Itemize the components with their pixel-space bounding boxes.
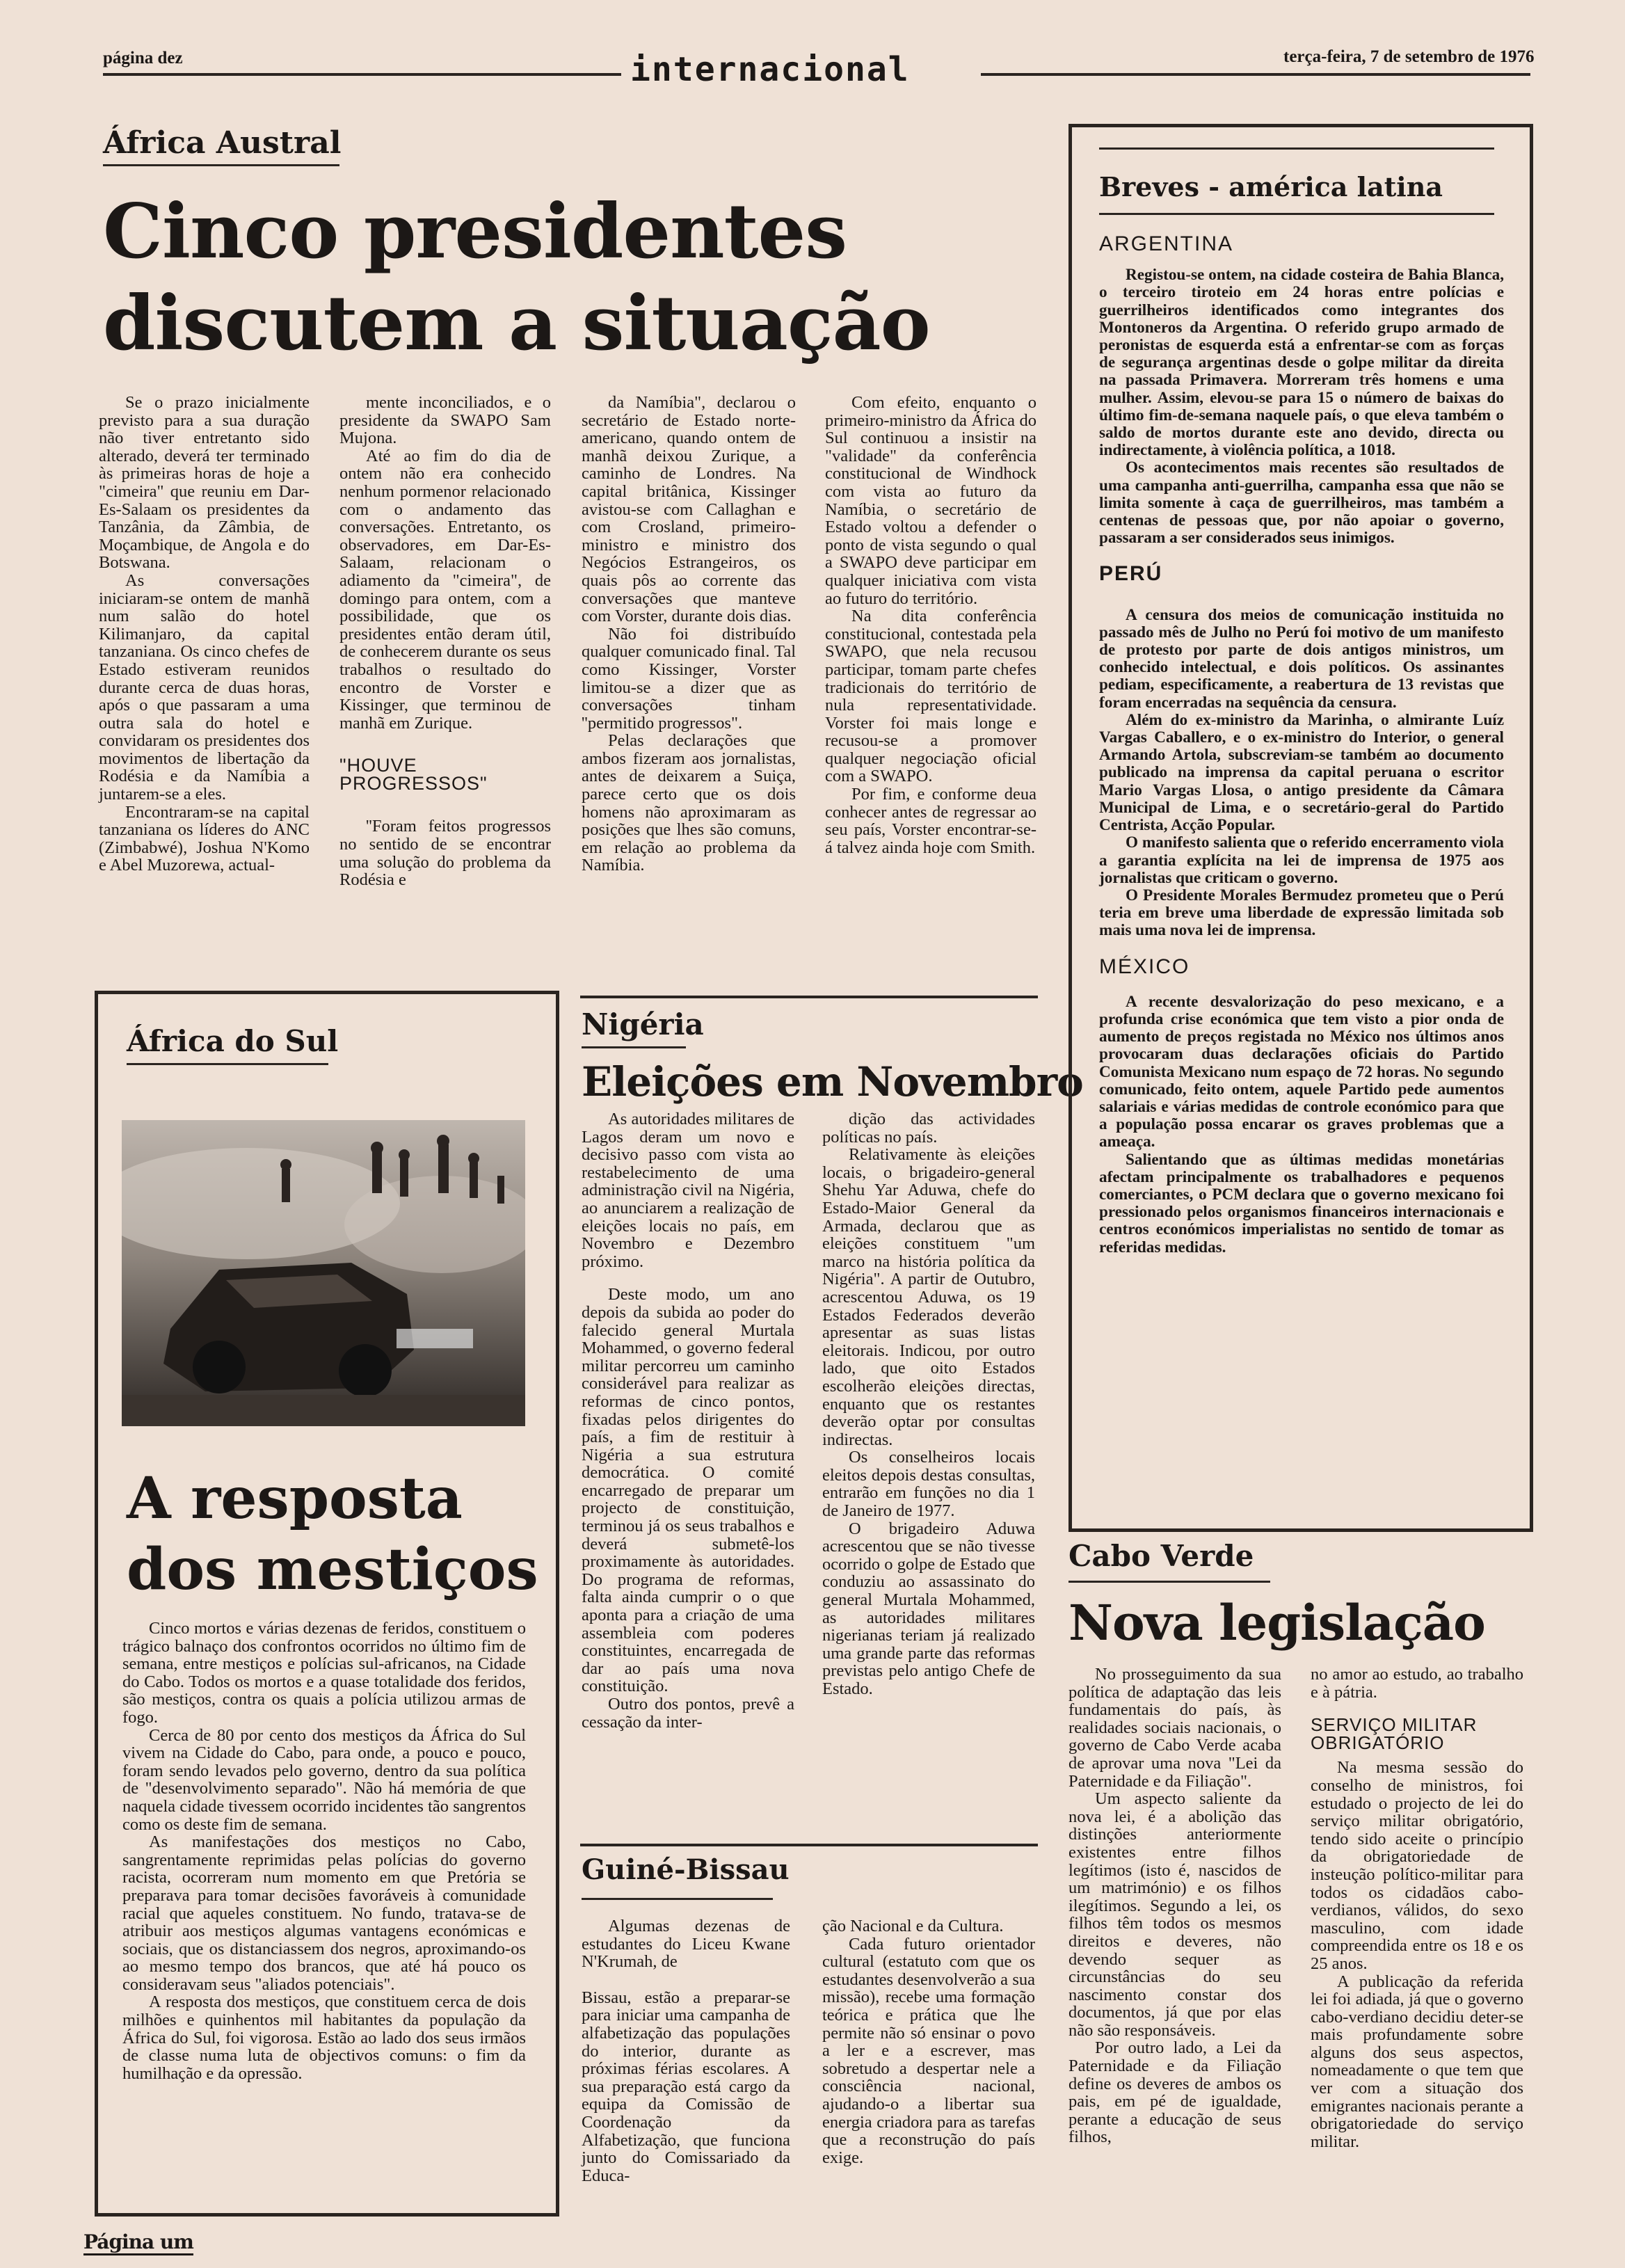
guinea-column-2 xyxy=(822,1917,1035,2166)
paragraph: Algumas dezenas de estudantes do Liceu Kwane N'Krumah, de xyxy=(582,1917,790,1972)
paragraph: A recente desvalorização do peso mexicano, e a profunda crise económica que tem visto a pior onda de aumento de preços registada no México nos últimos anos provocaram duas declarações oficiais do Partido Comunista Mexicano num espaço de 72 horas. No segundo comunicado, feito ontem, aquele Partido pede aumentos salariais e várias medidas de controle económico para que a população possa encarar os graves problemas que a ameaça. xyxy=(1099,992,1504,1151)
paragraph: O manifesto salienta que o referido encerramento viola a garantia explícita na lei de imprensa de 1975 aos jornalistas que criticam o governo. xyxy=(1099,833,1504,887)
paragraph: Na dita conferência constitucional, contestada pela SWAPO, que nela recusou participar, tomam parte chefes tradicionais do território de nula representatividade. Vorster foi mais longe e recusou-se a promover qualquer negociação oficial com a SWAPO. xyxy=(825,607,1036,786)
south-africa-kicker: África do Sul xyxy=(127,1024,339,1058)
paragraph: No prosseguimento da sua política de adaptação das leis fundamentais do país, às realidades sociais nacionais, o governo de Cabo Verde acaba de aprovar uma nova "Lei da Paternidade e da Filiação". xyxy=(1068,1665,1281,1791)
cabo-verde-headline: Nova legislação xyxy=(1068,1594,1485,1652)
paragraph: mente inconciliados, e o presidente da SWAPO Sam Mujona. xyxy=(339,393,551,448)
paragraph: As conversações iniciaram-se ontem de manhã num salão do hotel Kilimanjaro, da capital tanzaniana. Os cinco chefes de Estado estiveram reunidos durante cerca de duas horas, após o que passaram a uma outra sala do hotel e convidaram os presidentes dos movimentos de libertação da Rodésia e da Namíbia a juntarem-se a eles. xyxy=(99,570,310,804)
breves-top-rule xyxy=(1099,147,1494,150)
lead-kicker-rule xyxy=(103,164,339,166)
paragraph: O brigadeiro Aduwa acrescentou que se não tivesse ocorrido o golpe de Estado que conduziu ao assassinato do general Murtala Mohammed, as autoridades militares nigerianas teriam já realizado uma grande parte das reformas previstas pelo antigo Chefe de Estado. xyxy=(822,1519,1035,1698)
breves-title-rule xyxy=(1099,213,1494,215)
paragraph: A resposta dos mestiços, que constituem cerca de dois milhões e quinhentos mil habitantes da população da África do Sul, foi vigorosa. Estão ao lado dos seus irmãos de classe numa luta de objectivos comuns: o fim da humilhação e da opressão. xyxy=(122,1993,526,2083)
paragraph: Encontraram-se na capital tanzaniana os líderes do ANC (Zimbabwé), Joshua N'Komo e Abel Muzorewa, actual- xyxy=(99,802,310,875)
paragraph: Cerca de 80 por cento dos mestiços da África do Sul vivem na Cidade do Cabo, para onde, a pouco e pouco, foram sendo levados pelo governo, dentro da sua política de "desenvolvimento separado". Não há memória de que naquela cidade tivessem ocorrido incidentes tão sangrentos como os deste fim de semana. xyxy=(122,1725,526,1834)
nigeria-kicker: Nigéria xyxy=(582,1007,704,1041)
nigeria-headline: Eleições em Novembro xyxy=(582,1058,1083,1105)
lead-column-1 xyxy=(99,394,310,875)
paragraph: Bissau, estão a preparar-se para iniciar uma campanha de alfabetização das populações do interior, durante as próximas férias escolares. A sua preparação está cargo da equipa da Comissão de Coordenação da Alfabetização, que funciona junto do Comissariado da Educa- xyxy=(582,1988,790,2185)
header-rule-left xyxy=(103,73,621,76)
paragraph: ''Foram feitos progressos no sentido de se encontrar uma solução do problema da Rodésia e xyxy=(339,817,551,890)
lead-headline-line2: discutem a situação xyxy=(103,280,930,367)
paragraph: Por outro lado, a Lei da Paternidade e da Filiação define os deveres de ambos os pais, em pé de igualdade, perante a educação de seus filhos, xyxy=(1068,2038,1281,2147)
argentina-title: ARGENTINA xyxy=(1099,232,1234,255)
nigeria-top-rule xyxy=(580,996,1038,998)
paragraph: Um aspecto saliente da nova lei, é a abolição das distinções anteriormente existentes entre filhos legítimos (isto é, nascidos de um matrimónio) e os filhos ilegítimos. Segundo a lei, os filhos têm todos os mesmos direitos e deveres, não devendo sequer as circunstâncias do seu nascimento constar dos documentos, já que por elas não são responsáveis. xyxy=(1068,1789,1281,2040)
lead-column-4 xyxy=(825,394,1036,856)
paragraph: A publicação da referida lei foi adiada, já que o governo cabo-verdiano decidiu deter-se mais profundamente sobre alguns dos seus aspectos, nomeadamente o que tem que ver com a situação dos emigrantes nacionais perante a obrigatoriedade do serviço militar. xyxy=(1311,1972,1523,2151)
paragraph: Além do ex-ministro da Marinha, o almirante Luíz Vargas Caballero, e o ex-ministro do Interior, o general Armando Artola, subscreviam-se também ao documento publicado na imprensa da capital peruana o escritor Mario Vargas Llosa, o antigo presidente da Câmara Municipal de Lima, e o secretário-geral do Partido Centrista, Acção Popular. xyxy=(1099,710,1504,835)
paragraph: Pelas declarações que ambos fizeram aos jornalistas, antes de deixarem a Suiça, parece certo que os dois homens não aproximaram as posições que lhes são comuns, em relação ao problema da Namíbia. xyxy=(582,731,796,875)
paragraph: da Namíbia", declarou o secretário de Estado norte-americano, quando ontem de manhã deixou Zurique, a caminho de Londres. Na capital britânica, Kissinger avistou-se com Callaghan e com Crosland, primeiro-ministro e ministro dos Negócios Estrangeiros, os quais pôs ao corrente das conversações que manteve com Vorster, durante dois dias. xyxy=(582,393,796,626)
paragraph: Por fim, e conforme deua conhecer antes de regressar ao seu país, Vorster encontrar-se-á talvez ainda hoje com Smith. xyxy=(825,785,1036,857)
paragraph: Até ao fim do dia de ontem não era conhecido nenhum pormenor relacionado com o andamento das conversações. Entretanto, os observadores, em Dar-Es-Salaam, relacionam o adiamento da "cimeira", de domingo para ontem, com a possibilidade, que os presidentes então deram útil, de conhecerem durante os seus trabalhos o resultado do encontro de Vorster e Kissinger, que terminou de manhã em Zurique. xyxy=(339,446,551,733)
paragraph: Os acontecimentos mais recentes são resultados de uma campanha anti-guerrilha, campanha essa que não se limita somente à caça de guerrilheiros, mas também a centenas de pessoas que, por não apoiar o governo, passaram a ser considerados seus inimigos. xyxy=(1099,458,1504,548)
paragraph: Outro dos pontos, prevê a cessação da inter- xyxy=(582,1695,794,1732)
south-africa-headline-line1: A resposta xyxy=(127,1465,463,1532)
lead-column-3 xyxy=(582,394,796,875)
guinea-column-1 xyxy=(582,1917,790,2185)
section-title: internacional xyxy=(630,50,910,89)
lead-kicker: África Austral xyxy=(103,125,342,161)
south-africa-kicker-rule xyxy=(127,1063,328,1065)
paragraph: Cinco mortos e várias dezenas de feridos, constituem o trágico balnaço dos confrontos ocorridos no último fim de semana, entre mestiços e polícias sul-africanos, na Cidade do Cabo. Todos os mortos e a quase totalidade dos feridos, são mestiços, contra os quais a polícia utilizou armas de fogo. xyxy=(122,1619,526,1727)
paragraph: Deste modo, um ano depois da subida ao poder do falecido general Murtala Mohammed, o governo federal militar percorreu um caminho considerável para realizar as reformas de cinco pontos, fixadas pelos dirigentes do país, a fim de restituir à Nigéria a sua estrutura democrática. O comité encarregado de preparar um projecto de constituição, terminou já os seus trabalhos e deverá submetê-los proximamente às autoridades. Do programa de reformas, falta ainda cumprir o o que aponta para a criação de uma assembleia com poderes constituintes, encarregada de dar ao país uma nova constituição. xyxy=(582,1285,794,1696)
breves-title: Breves - américa latina xyxy=(1099,171,1443,202)
cabo-verde-column-1 xyxy=(1068,1666,1281,2146)
guinea-top-rule xyxy=(580,1844,1038,1846)
paragraph: Com efeito, enquanto o primeiro-ministro da África do Sul continuou a insistir na "validade" da conferência constitucional de Windhock com vista ao futuro da Namíbia, o secretário de Estado voltou a defender o ponto de vista segundo o qual a SWAPO deve participar em qualquer iniciativa com vista ao futuro do território. xyxy=(825,393,1036,608)
paragraph: Relativamente às eleições locais, o brigadeiro-general Shehu Yar Aduwa, chefe do Estado-Maior General da Armada, declarou que as eleições constituem "um marco na história política da Nigéria". A partir de Outubro, acrescentou Aduwa, os 19 Estados Federados deverão apresentar as suas listas eleitorais. Indicou, por outro lado, que oito Estados escolherão eleições directas, enquanto que os restantes deverão optar por consultas indirectas. xyxy=(822,1145,1035,1449)
south-africa-headline-line2: dos mestiços xyxy=(127,1536,538,1603)
lead-subhead: "HOUVE PROGRESSOS" xyxy=(339,755,488,794)
page-number: página dez xyxy=(103,49,183,67)
breves-body xyxy=(1099,232,1504,1256)
cabo-verde-column-2 xyxy=(1311,1666,1523,2150)
guinea-kicker-rule xyxy=(582,1898,773,1900)
paragraph: Cada futuro orientador cultural (estatuto com que os estudantes desenvolverão a sua missão), recebe uma formação teórica e prática que lhe permite não só ensinar o povo a ler e a escrever, mas sobretudo a despertar nele a consciência nacional, ajudando-o a libertar sua energia criadora para as tarefas que a reconstrução do país exige. xyxy=(822,1934,1035,2167)
peru-title: PERÚ xyxy=(1099,562,1163,586)
riot-photo xyxy=(122,1120,525,1426)
paragraph: no amor ao estudo, ao trabalho e à pátria. xyxy=(1311,1665,1523,1702)
issue-date: terça-feira, 7 de setembro de 1976 xyxy=(1283,47,1535,66)
paragraph: ção Nacional e da Cultura. xyxy=(822,1917,1004,1935)
paragraph: Salientando que as últimas medidas monetárias afectam principalmente os trabalhadores e pequenos comerciantes, o PCM declara que o governo mexicano foi pressionado pelos organismos financeiros internacionais e centros económicos imperialistas no sentido de tomar as referidas medidas. xyxy=(1099,1150,1504,1256)
south-africa-body xyxy=(122,1620,526,2082)
paragraph: Na mesma sessão do conselho de ministros, foi estudado o projecto de lei do serviço militar obrigatório, tendo sido aceite o princípio da obrigatoriedade de insteução político-militar para todos os cidadãos cabo-verdianos, válidos, do sexo masculino, com idade compreendida entre os 18 e os 25 anos. xyxy=(1311,1758,1523,1973)
footer-logo xyxy=(83,2230,193,2255)
cabo-verde-kicker-rule xyxy=(1068,1581,1270,1583)
header-rule-right xyxy=(981,73,1530,76)
paragraph: dição das actividades políticas no país. xyxy=(822,1110,1035,1147)
guinea-kicker: Guiné-Bissau xyxy=(582,1853,790,1886)
lead-headline-line1: Cinco presidentes xyxy=(103,188,847,275)
paragraph: O Presidente Morales Bermudez prometeu que o Perú teria em breve uma liberdade de expressão limitada sob mais uma nova lei de imprensa. xyxy=(1099,886,1504,940)
paragraph: Registou-se ontem, na cidade costeira de Bahia Blanca, o terceiro tiroteio em 24 horas entre polícias e guerrilheiros identificados como integrantes dos Montoneros da Argentina. O referido grupo armado de peronistas de esquerda está a enfrentar-se com as forças de segurança argentinas desde o golpe militar da direita na passada Primavera. Morreram três homens e uma mulher. Assim, elevou-se para 15 o número de baixas do último fim-de-semana naquele país, o que eleva também o saldo de mortos durante este ano devido, directa ou indirectamente, à violência política, a 1018. xyxy=(1099,266,1504,460)
paragraph: As manifestações dos mestiços no Cabo, sangrentamente reprimidas pelas polícias do governo racista, ocorreram num momento em que Pretória se preparava para tomar decisões favoráveis à comunidade racial que aqueles constituem. No fundo, tratava-se de atribuir aos mestiços algumas vantagens económicas e sociais, que os distanciassem dos negros, aproximando-os ao mesmo tempo dos brancos, que até há pouco os consideravam seus "aliados potenciais". xyxy=(122,1832,526,1994)
footer-logo-text: Página um xyxy=(83,2230,193,2255)
lead-column-2 xyxy=(339,394,551,889)
nigeria-column-2 xyxy=(822,1110,1035,1698)
paragraph: A censura dos meios de comunicação instituida no passado mês de Julho no Perú foi motivo de um manifesto de protesto por parte de dois antigos ministros, um conhecido intelectual, e dois políticos. Os assinantes pediam, especificamente, a reabertura de 13 revistas que foram encerradas na sequência da censura. xyxy=(1099,605,1504,712)
paragraph: Se o prazo inicialmente previsto para a sua duração não tiver entretanto sido alterado, deverá ter terminado às primeiras horas de hoje a "cimeira" que reuniu em Dar-Es-Salaam os presidentes da Tanzânia, da Zâmbia, de Moçambique, de Angola e do Botswana. xyxy=(99,393,310,573)
nigeria-column-1 xyxy=(582,1110,794,1731)
paragraph: Não foi distribuído qualquer comunicado final. Tal como Kissinger, Vorster limitou-se a dizer que as conversações tinham ''permitido progressos". xyxy=(582,624,796,733)
cabo-verde-kicker: Cabo Verde xyxy=(1068,1539,1254,1573)
paragraph: As autoridades militares de Lagos deram um novo e decisivo passo com vista ao restabelecimento de uma administração civil na Nigéria, ao anunciarem a realização de eleições locais no país, em Novembro e Dezembro próximo. xyxy=(582,1110,794,1271)
nigeria-kicker-rule xyxy=(582,1046,686,1048)
cabo-verde-subhead: SERVIÇO MILITAR OBRIGATÓRIO xyxy=(1311,1714,1478,1753)
paragraph: Os conselheiros locais eleitos depois destas consultas, entrarão em funções no dia 1 de Janeiro de 1977. xyxy=(822,1448,1035,1521)
mexico-title: MÉXICO xyxy=(1099,955,1190,978)
